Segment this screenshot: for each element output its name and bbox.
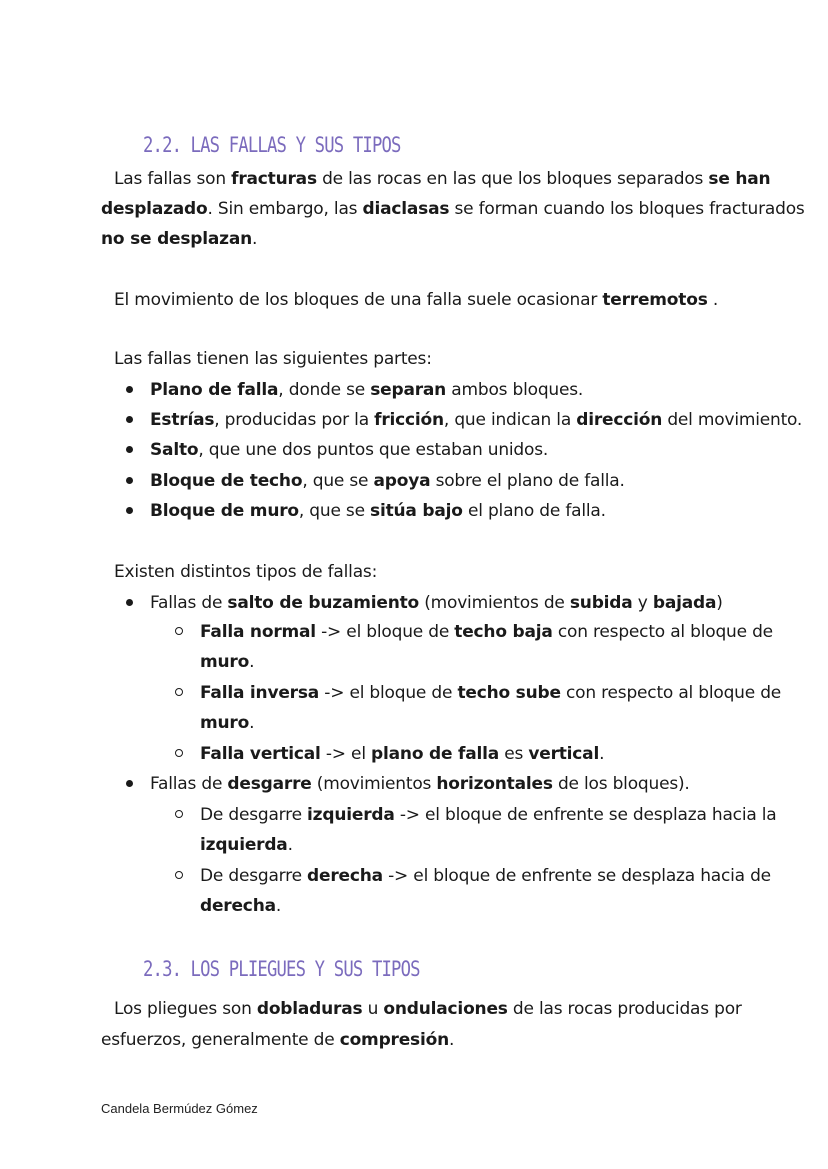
section-number: 2.2.: [143, 133, 182, 157]
text: u: [362, 999, 384, 1019]
text: -> el: [320, 744, 372, 764]
text: .: [287, 835, 293, 855]
bold-term: techo sube: [457, 683, 561, 703]
text: .: [448, 1030, 455, 1050]
bold-term: ondulaciones: [383, 999, 508, 1019]
text: es: [499, 744, 529, 764]
bold-term: se han: [708, 169, 771, 189]
section-heading-2-3: [143, 957, 420, 981]
bold-term: Falla normal: [200, 622, 316, 642]
text: , producidas por la: [214, 410, 375, 430]
text: Los pliegues son: [114, 999, 257, 1019]
text: .: [275, 896, 282, 916]
text: -> el bloque de enfrente se desplaza hacia la: [394, 805, 777, 825]
list-item: [150, 593, 723, 613]
sub-list-item-cont: [200, 713, 254, 733]
list-item: [150, 774, 690, 794]
text: esfuerzos, generalmente de: [101, 1030, 340, 1050]
bold-term: diaclasas: [362, 199, 450, 219]
bold-term: compresión: [339, 1030, 449, 1050]
text: ambos bloques.: [446, 380, 584, 400]
text: de las rocas producidas por: [507, 999, 742, 1019]
paragraph-line: [101, 1030, 454, 1050]
sub-list-item: [200, 622, 773, 642]
bold-term: Plano de falla: [150, 380, 279, 400]
footer-author: Candela Bermúdez Gómez: [101, 1101, 258, 1116]
sub-list-item: [200, 744, 604, 764]
sub-bullet-icon: [175, 871, 183, 879]
bold-term: derecha: [200, 896, 276, 916]
bold-term: Estrías: [150, 410, 215, 430]
sub-bullet-icon: [175, 749, 183, 757]
bold-term: horizontales: [436, 774, 553, 794]
bold-term: Bloque de techo: [150, 471, 303, 491]
bold-term: plano de falla: [371, 744, 500, 764]
text: El movimiento de los bloques de una falla suele ocasionar: [114, 290, 603, 310]
text: el plano de falla.: [462, 501, 606, 521]
section-heading-2-2: [143, 133, 401, 157]
sub-list-item: [200, 683, 781, 703]
list-item: [150, 501, 606, 521]
bold-term: bajada: [652, 593, 717, 613]
bullet-icon: [126, 446, 133, 453]
section-number: 2.3.: [143, 957, 182, 981]
text: del movimiento.: [662, 410, 803, 430]
text: .: [249, 652, 255, 672]
bold-term: apoya: [373, 471, 431, 491]
text: , que se: [298, 501, 371, 521]
bold-term: izquierda: [307, 805, 395, 825]
text: .: [599, 744, 605, 764]
bullet-icon: [126, 507, 133, 514]
bold-term: desgarre: [227, 774, 312, 794]
text: -> el bloque de enfrente se desplaza hacia de: [382, 866, 771, 886]
list-item: [150, 410, 802, 430]
bold-term: dirección: [576, 410, 663, 430]
text: con respecto al bloque de: [560, 683, 782, 703]
text: (movimientos de: [419, 593, 570, 613]
bold-term: Falla inversa: [200, 683, 320, 703]
bold-term: separan: [370, 380, 447, 400]
bold-term: no se desplazan: [101, 229, 253, 249]
text: .: [707, 290, 719, 310]
text: de los bloques).: [552, 774, 690, 794]
text: -> el bloque de: [319, 683, 458, 703]
list-item: [150, 380, 583, 400]
bold-term: sitúa bajo: [370, 501, 463, 521]
text: , donde se: [278, 380, 371, 400]
bold-term: izquierda: [200, 835, 288, 855]
bold-term: dobladuras: [256, 999, 363, 1019]
text: De desgarre: [200, 866, 308, 886]
bold-term: subida: [569, 593, 633, 613]
bullet-icon: [126, 416, 133, 423]
text: Las fallas son: [114, 169, 232, 189]
paragraph-line: [101, 199, 805, 219]
bold-term: desplazado: [101, 199, 208, 219]
bold-term: fricción: [374, 410, 444, 430]
sub-bullet-icon: [175, 810, 183, 818]
text: . Sin embargo, las: [207, 199, 363, 219]
text: .: [252, 229, 258, 249]
paragraph-line: [114, 290, 718, 310]
text: .: [249, 713, 255, 733]
text: -> el bloque de: [315, 622, 455, 642]
sub-list-item-cont: [200, 896, 281, 916]
bold-term: muro: [200, 652, 250, 672]
text: Fallas de: [150, 774, 228, 794]
sub-list-item: [200, 805, 777, 825]
bold-term: salto de buzamiento: [227, 593, 419, 613]
sub-bullet-icon: [175, 688, 183, 696]
bullet-icon: [126, 780, 133, 787]
text: ): [716, 593, 723, 613]
list-intro: Las fallas tienen las siguientes partes:: [114, 349, 432, 369]
paragraph-line: [114, 999, 742, 1019]
text: , que se: [302, 471, 374, 491]
text: de las rocas en las que los bloques separados: [316, 169, 709, 189]
text: sobre el plano de falla.: [430, 471, 625, 491]
text: (movimientos: [311, 774, 437, 794]
bold-term: derecha: [307, 866, 383, 886]
text: Fallas de: [150, 593, 228, 613]
sub-bullet-icon: [175, 627, 183, 635]
bold-term: muro: [200, 713, 250, 733]
bullet-icon: [126, 477, 133, 484]
bold-term: techo baja: [454, 622, 553, 642]
paragraph-line: [101, 229, 257, 249]
list-item: [150, 440, 548, 460]
sub-list-item-cont: [200, 835, 293, 855]
text: , que une dos puntos que estaban unidos.: [198, 440, 549, 460]
bullet-icon: [126, 599, 133, 606]
list-intro: Existen distintos tipos de fallas:: [114, 562, 378, 582]
bold-term: vertical: [528, 744, 600, 764]
bold-term: fracturas: [231, 169, 317, 189]
text: y: [632, 593, 653, 613]
bold-term: terremotos: [602, 290, 708, 310]
paragraph-line: [114, 169, 770, 189]
bold-term: Salto: [150, 440, 199, 460]
bold-term: Bloque de muro: [150, 501, 299, 521]
text: se forman cuando los bloques fracturados: [449, 199, 805, 219]
section-title: LAS FALLAS Y SUS TIPOS: [190, 133, 401, 157]
section-title: LOS PLIEGUES Y SUS TIPOS: [190, 957, 420, 981]
sub-list-item-cont: [200, 652, 254, 672]
text: con respecto al bloque de: [552, 622, 773, 642]
sub-list-item: [200, 866, 771, 886]
text: , que indican la: [443, 410, 577, 430]
list-item: [150, 471, 625, 491]
bullet-icon: [126, 386, 133, 393]
bold-term: Falla vertical: [200, 744, 321, 764]
text: De desgarre: [200, 805, 308, 825]
